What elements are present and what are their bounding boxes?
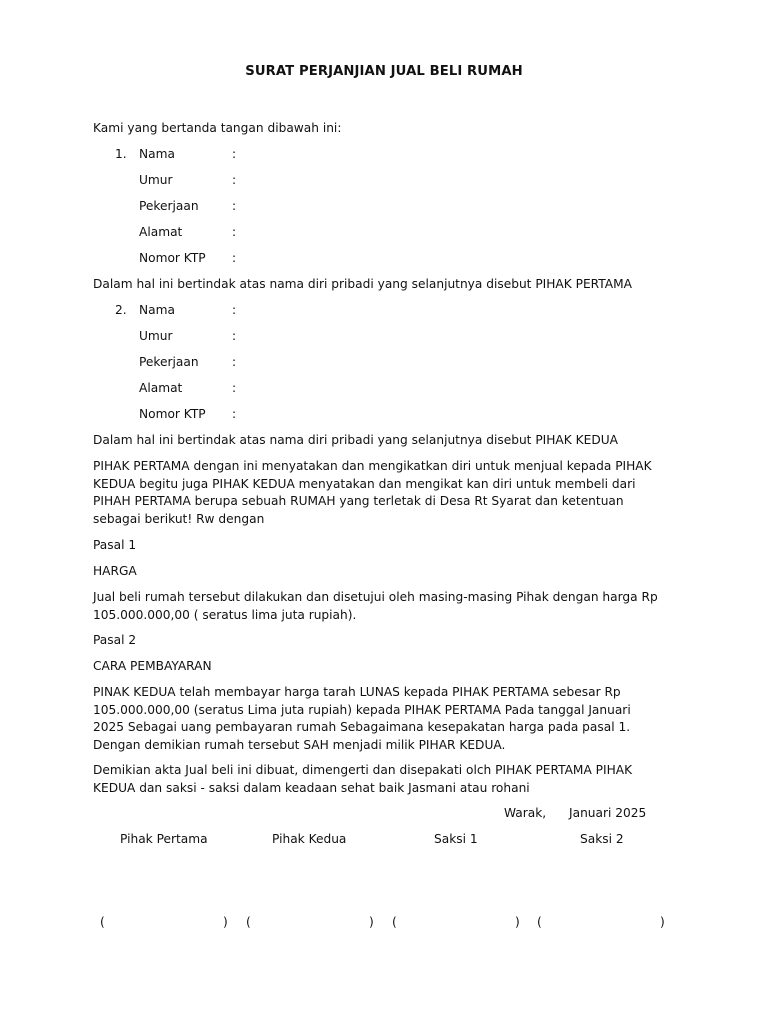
party1-field-umur: Umur xyxy=(139,173,173,187)
party1-field-alamat: Alamat xyxy=(139,225,183,239)
paragraph-line: 2025 Sebagai uang pembayaran rumah Sebagaimana kesepakatan harga pada pasal 1. xyxy=(93,720,631,734)
paragraph-line: Dengan demikian rumah tersebut SAH menjadi milik PIHAR KEDUA. xyxy=(93,737,506,752)
party2-field-umur: Umur xyxy=(139,329,173,343)
signature-paren-close: ) xyxy=(223,915,228,929)
party1-statement: Dalam hal ini bertindak atas nama diri pribadi yang selanjutnya disebut PIHAK PERTAMA xyxy=(93,277,632,291)
signatory-saksi-2: Saksi 2 xyxy=(580,832,624,846)
paragraph-line: PIHAK PERTAMA dengan ini menyatakan dan mengikatkan diri untuk menjual kepada PIHAK xyxy=(93,459,652,473)
party1-field-nomor-ktp: Nomor KTP xyxy=(139,251,206,265)
closing-paragraph xyxy=(93,762,683,797)
paragraph-line: sebagai berikut! Rw dengan xyxy=(93,511,265,526)
party1-colon: : xyxy=(232,147,237,161)
party1-colon: : xyxy=(232,173,237,187)
party2-number: 2. xyxy=(115,303,127,317)
party2-colon: : xyxy=(232,407,237,421)
party1-colon: : xyxy=(232,225,237,239)
party2-statement: Dalam hal ini bertindak atas nama diri pribadi yang selanjutnya disebut PIHAK KEDUA xyxy=(93,433,618,447)
paragraph-line: 105.000.000,00 ( seratus lima juta rupiah). xyxy=(93,607,357,622)
signature-paren-close: ) xyxy=(515,915,520,929)
pasal1-subheading: HARGA xyxy=(93,564,137,578)
signatory-pihak-kedua: Pihak Kedua xyxy=(272,832,347,846)
party2-colon: : xyxy=(232,381,237,395)
intro-text: Kami yang bertanda tangan dibawah ini: xyxy=(93,121,342,135)
party2-colon: : xyxy=(232,303,237,317)
party2-field-nomor-ktp: Nomor KTP xyxy=(139,407,206,421)
pasal1-heading: Pasal 1 xyxy=(93,538,137,552)
signature-paren-close: ) xyxy=(369,915,374,929)
signing-date: Januari 2025 xyxy=(569,806,647,820)
pasal2-heading: Pasal 2 xyxy=(93,633,137,647)
paragraph-line: Jual beli rumah tersebut dilakukan dan disetujui oleh masing-masing Pihak dengan harga Rp xyxy=(93,590,658,604)
paragraph-line: PINAK KEDUA telah membayar harga tarah LUNAS kepada PIHAK PERTAMA sebesar Rp xyxy=(93,685,621,699)
paragraph-line: PIHAH PERTAMA berupa sebuah RUMAH yang terletak di Desa Rt Syarat dan ketentuan xyxy=(93,494,624,508)
party1-colon: : xyxy=(232,199,237,213)
signatory-pihak-pertama: Pihak Pertama xyxy=(120,832,208,846)
party1-field-pekerjaan: Pekerjaan xyxy=(139,199,199,213)
pasal2-subheading: CARA PEMBAYARAN xyxy=(93,659,212,673)
signature-paren-open: ( xyxy=(537,915,542,929)
pasal2-paragraph xyxy=(93,684,683,754)
signature-paren-open: ( xyxy=(246,915,251,929)
signature-paren-open: ( xyxy=(100,915,105,929)
party2-colon: : xyxy=(232,355,237,369)
paragraph-line: KEDUA begitu juga PIHAK KEDUA menyatakan dan mengikat kan diri untuk membeli dari xyxy=(93,476,636,491)
party2-field-pekerjaan: Pekerjaan xyxy=(139,355,199,369)
signature-paren-open: ( xyxy=(392,915,397,929)
party1-colon: : xyxy=(232,251,237,265)
paragraph-line: 105.000.000,00 (seratus Lima juta rupiah) kepada PIHAK PERTAMA Pada tanggal Januari xyxy=(93,702,631,717)
party2-field-nama: Nama xyxy=(139,303,175,317)
signing-place: Warak, xyxy=(504,806,547,820)
pasal1-paragraph xyxy=(93,589,683,624)
party2-field-alamat: Alamat xyxy=(139,381,183,395)
party1-number: 1. xyxy=(115,147,127,161)
signatory-saksi-1: Saksi 1 xyxy=(434,832,478,846)
party1-field-nama: Nama xyxy=(139,147,175,161)
document-title: SURAT PERJANJIAN JUAL BELI RUMAH xyxy=(245,64,523,79)
paragraph-line: Demikian akta Jual beli ini dibuat, dimengerti dan disepakati olch PIHAK PERTAMA PIHAK xyxy=(93,763,633,777)
party2-colon: : xyxy=(232,329,237,343)
paragraph-line: KEDUA dan saksi - saksi dalam keadaan sehat baik Jasmani atau rohani xyxy=(93,780,530,795)
signature-paren-close: ) xyxy=(660,915,665,929)
agreement-paragraph xyxy=(93,458,683,528)
